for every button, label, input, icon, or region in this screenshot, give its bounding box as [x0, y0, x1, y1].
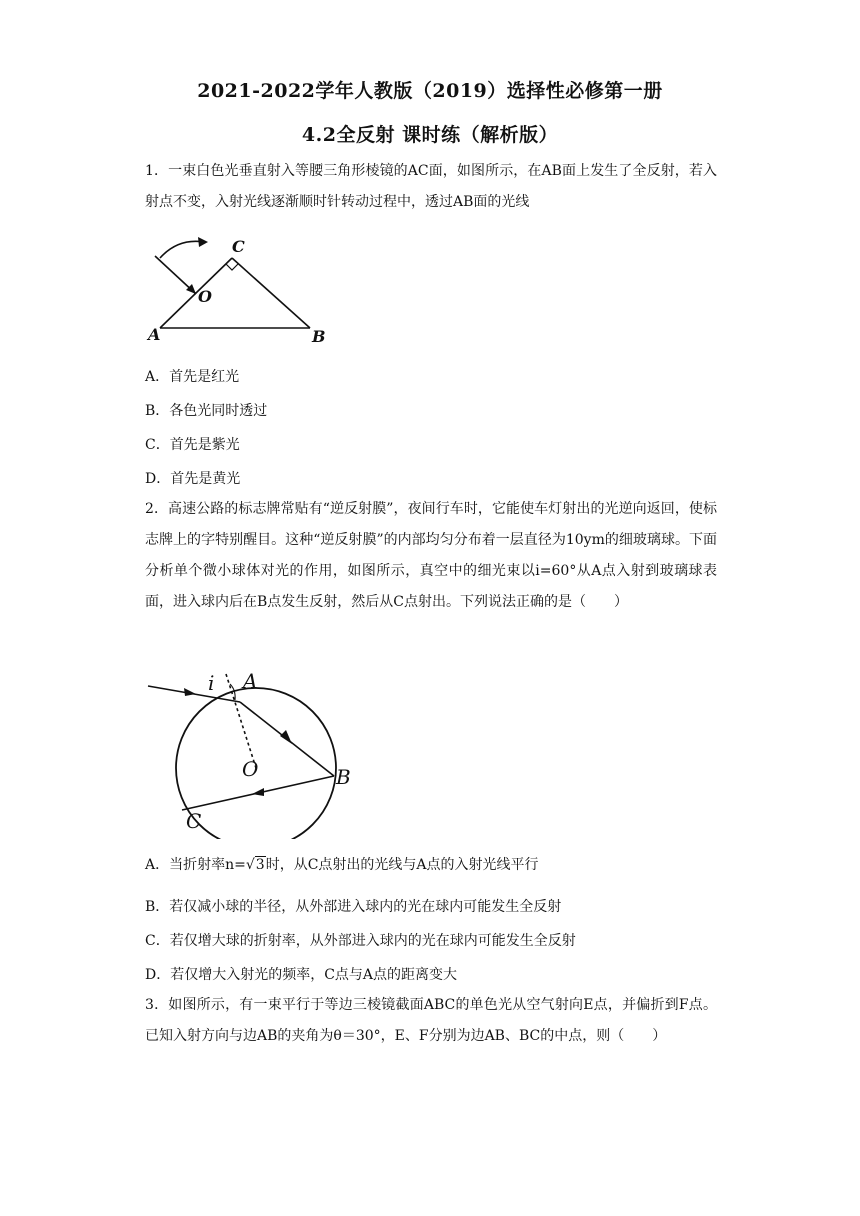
- label-i: i: [208, 671, 215, 695]
- document-title-line1: 2021-2022学年人教版（2019）选择性必修第一册: [197, 80, 663, 102]
- sqrt-radicand: 3: [255, 857, 265, 873]
- question-2-option-d: D．若仅增大入射光的频率，C点与A点的距离变大: [145, 967, 458, 983]
- label-o: O: [198, 287, 212, 306]
- question-1-option-a: A．首先是红光: [145, 369, 240, 385]
- rotation-arrowhead: [198, 237, 208, 247]
- question-1-prism-figure: [140, 228, 340, 348]
- label-o: O: [242, 757, 259, 781]
- question-2-sphere-figure: [140, 664, 370, 839]
- label-a: A: [243, 669, 258, 693]
- prism-side-cb: [232, 258, 310, 328]
- sqrt-symbol: √: [245, 857, 255, 873]
- label-c: C: [186, 809, 202, 833]
- label-c: C: [232, 237, 245, 256]
- label-b: B: [312, 327, 326, 346]
- question-1-option-c: C．首先是紫光: [145, 437, 240, 453]
- question-2-option-a: [145, 854, 539, 874]
- question-2-option-b: B．若仅减小球的半径，从外部进入球内的光在球内可能发生全反射: [145, 899, 562, 915]
- ab-arrowhead: [280, 730, 292, 744]
- document-title-line2: 4.2全反射 课时练（解析版）: [301, 124, 559, 146]
- label-a: A: [148, 325, 161, 344]
- question-1-option-b: B．各色光同时透过: [145, 403, 268, 419]
- bc-arrowhead: [252, 788, 264, 796]
- question-2-text: 2．高速公路的标志牌常贴有“逆反射膜”，夜间行车时，它能使车灯射出的光逆向返回，使标志牌上的字特别醒目。这种“逆反射膜”的内部均匀分布着一层直径为10ym的细玻璃球。下面分析单个微小球体对光的作用，如图所示，真空中的细光束以i=60°从A点入射到玻璃球表面，进入球内后在B点发生反射，然后从C点射出。下列说法正确的是（ ）: [145, 501, 717, 610]
- question-1-option-d: D．首先是黄光: [145, 471, 241, 487]
- option-a-prefix: A．当折射率n=: [145, 857, 246, 873]
- label-b: B: [336, 765, 351, 789]
- question-2-option-c: C．若仅增大球的折射率，从外部进入球内的光在球内可能发生全反射: [145, 933, 576, 949]
- sqrt-expression: [246, 857, 266, 873]
- right-angle-mark: [226, 264, 238, 270]
- question-3-text: 3．如图所示，有一束平行于等边三棱镜截面ABC的单色光从空气射向E点，并偏折到F点。已知入射方向与边AB的夹角为θ＝30°，E、F分别为边AB、BC的中点，则（ ）: [145, 997, 717, 1044]
- question-1-text: 1．一束白色光垂直射入等腰三角形棱镜的AC面，如图所示，在AB面上发生了全反射，若入射点不变，入射光线逐渐顺时针转动过程中，透过AB面的光线: [145, 163, 717, 210]
- rotation-arrow: [160, 241, 204, 258]
- option-a-suffix: 时，从C点射出的光线与A点的入射光线平行: [265, 857, 539, 873]
